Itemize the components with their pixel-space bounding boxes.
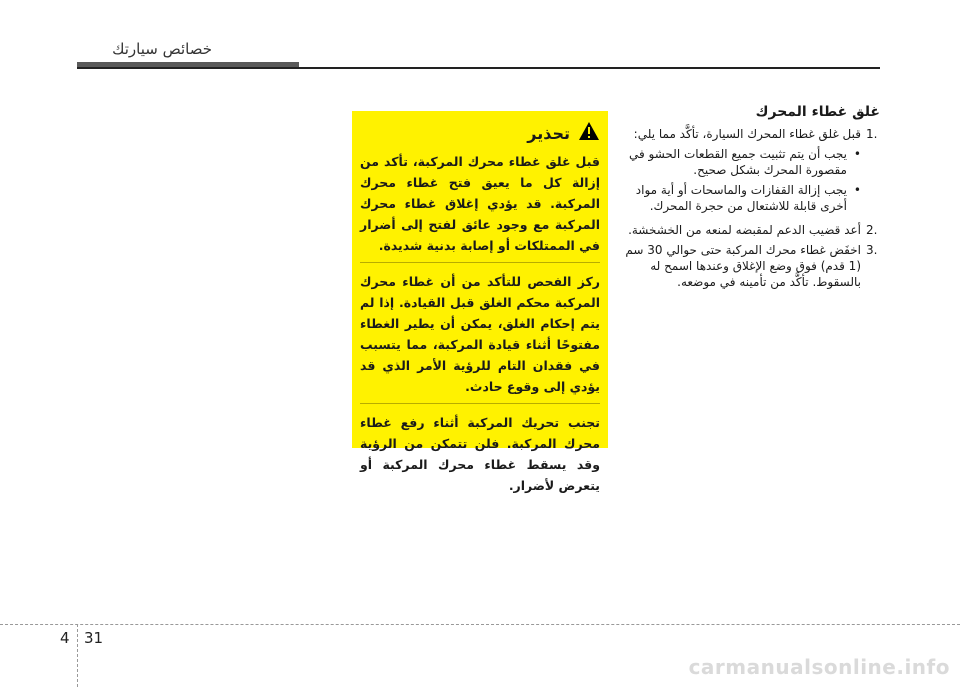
header-rule [77,67,880,69]
warning-header [360,121,600,145]
bullet-item: • يجب إزالة القفازات والماسحات أو أية مواد أخرى قابلة للاشتعال من حجرة المحرك. [620,182,861,214]
step-text: اخفَض غطاء محرك المركبة حتى حوالي 30 سم (1 قدم) فوق وضع الإغلاق وعندها اسمح له بالسقوط. تأكَّد من تأمينه في موضعه. [625,243,861,289]
warning-paragraph: قبل غلق غطاء محرك المركبة، تأكد من إزالة كل ما يعيق فتح غطاء محرك المركبة. قد يؤدي إغلاق غطاء محرك المركبة مع وجود عائق لفتح إلى أضرار في الممتلكات أو إصابة بدنية شديدة. [360,154,600,253]
warning-triangle-icon [578,121,600,145]
step-3 [620,242,880,290]
chapter-number: 4 [60,629,70,647]
page-number: 31 [84,629,104,647]
footer-divider [77,624,78,687]
step-2 [620,222,880,238]
step-number: 1. [866,127,878,141]
warning-divider [360,262,600,263]
warning-title: تحذير [527,123,570,143]
page-header-title: خصائص سيارتك [112,40,212,58]
step-body [620,126,861,218]
step-number: 2. [866,223,878,237]
step-text: أعد قضيب الدعم لمقبضه لمنعه من الخشخشة. [628,223,861,237]
step-text: قبل غلق غطاء المحرك السيارة، تأكَّد مما يلي: [633,127,861,141]
step-1 [620,126,880,218]
bullet-item: • يجب أن يتم تثبيت جميع القطعات الحشو في مقصورة المحرك بشكل صحيح. [620,146,861,178]
section-title: غلق غطاء المحرك [755,104,880,120]
warning-paragraph: ركز الفحص للتأكد من أن غطاء محرك المركبة محكم الغلق قبل القيادة. إذا لم يتم إحكام الغلق، يمكن أن يطير الغطاء مفتوحًا أثناء قيادة المركبة، مما يتسبب في فقدان التام للرؤية الأمر الذي قد يؤدي إلى وقوع حادث. [360,274,600,394]
warning-paragraph: تجنب تحريك المركبة أثناء رفع غطاء محرك المركبة. فلن تتمكن من الرؤية وقد يسقط غطاء محرك المركبة أو يتعرض لأضرار. [360,415,600,493]
watermark: carmanualsonline.info [688,655,950,679]
instructions-column [620,104,880,294]
warning-divider [360,403,600,404]
warning-box [352,111,608,493]
footer-rule [0,624,960,625]
step-number: 3. [866,243,878,257]
bullet-list [620,146,861,214]
